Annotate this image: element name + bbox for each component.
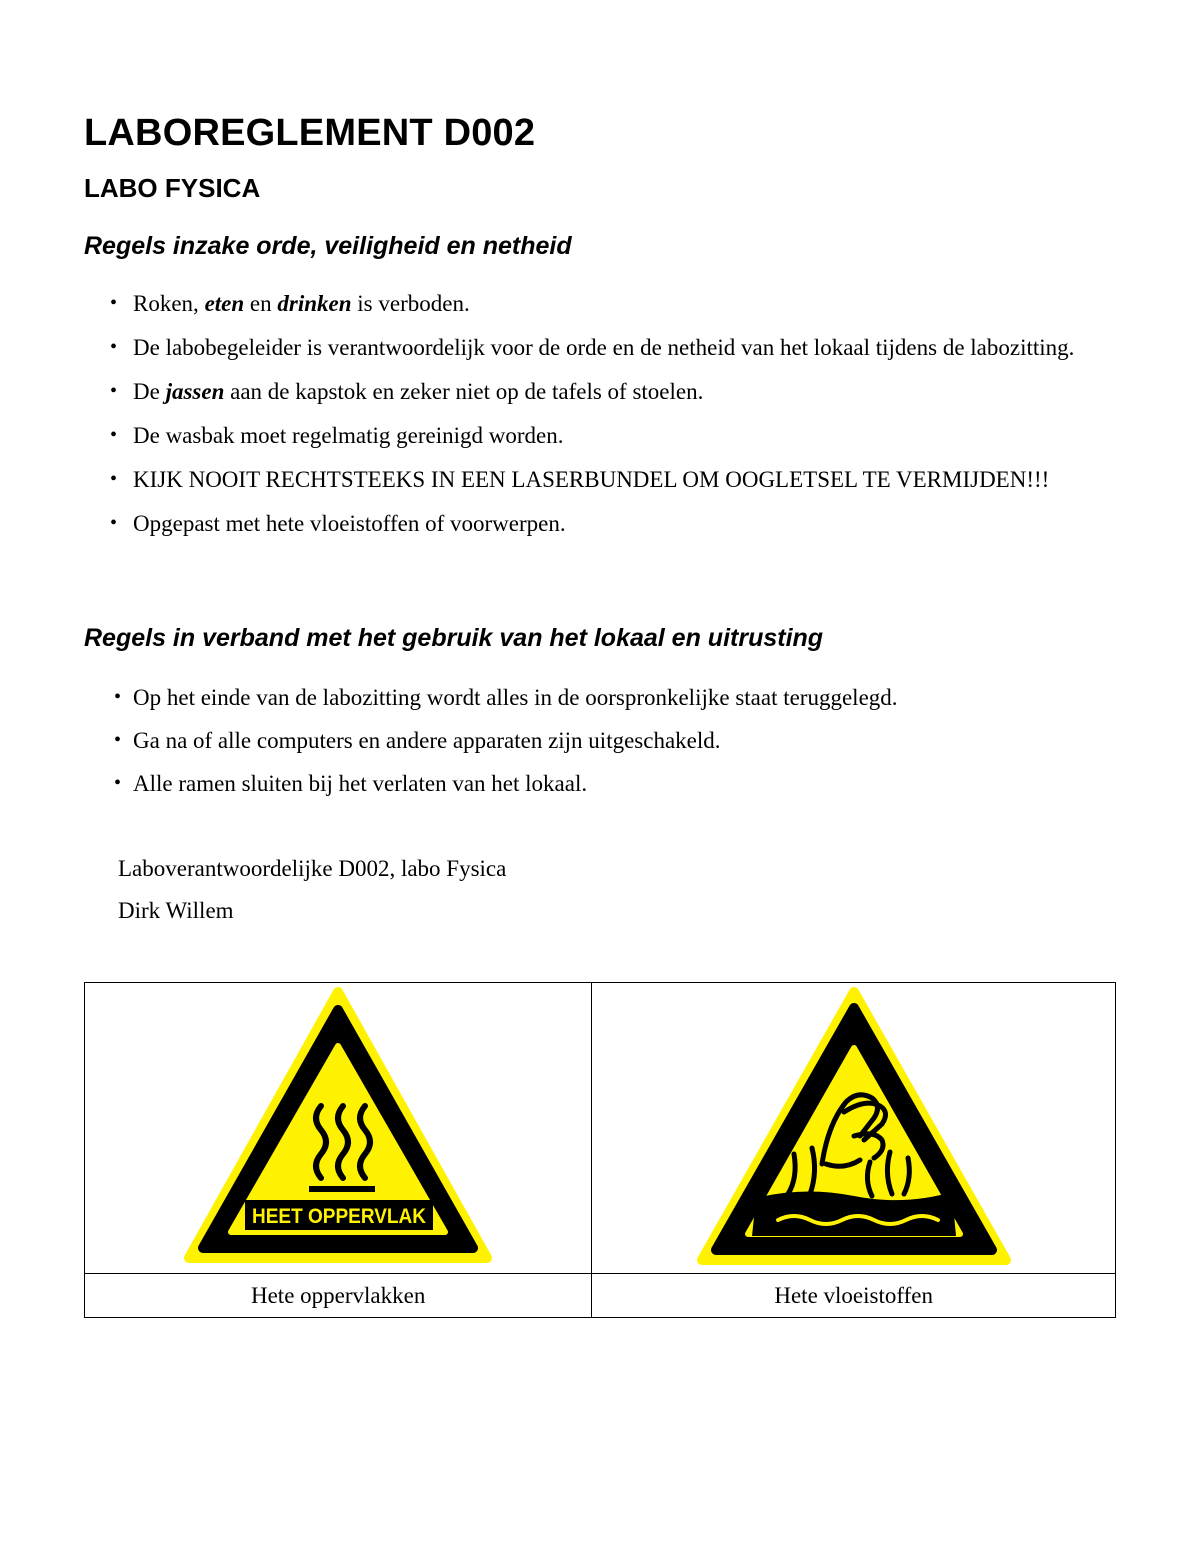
table-cell — [592, 983, 1116, 1274]
caption-hot-liquids: Hete vloeistoffen — [592, 1274, 1116, 1318]
bullet-icon: • — [114, 729, 122, 751]
table-row — [85, 983, 1116, 1274]
bullet-icon: • — [110, 512, 118, 534]
list-item: • De jassen aan de kapstok en zeker niet op de tafels of stoelen. — [106, 376, 1116, 407]
hot-liquid-warning-icon — [694, 986, 1014, 1271]
rules-list-room-equipment — [112, 682, 1122, 811]
warning-signs-table — [84, 982, 1116, 1318]
list-item: • De labobegeleider is verantwoordelijk voor de orde en de netheid van het lokaal tijdens de labozitting. — [106, 332, 1116, 363]
caption-hot-surfaces: Hete oppervlakken — [85, 1274, 592, 1318]
bullet-icon: • — [110, 380, 118, 402]
bullet-icon: • — [110, 468, 118, 490]
rules-list-order-safety — [106, 288, 1116, 552]
list-item: • KIJK NOOIT RECHTSTEEKS IN EEN LASERBUNDEL OM OOGLETSEL TE VERMIJDEN!!! — [106, 464, 1116, 495]
bullet-icon: • — [110, 336, 118, 358]
signature-role: Laboverantwoordelijke D002, labo Fysica — [118, 856, 507, 881]
hot-surface-warning-icon — [183, 986, 493, 1271]
list-item: • Roken, eten en drinken is verboden. — [106, 288, 1116, 319]
bullet-icon: • — [114, 772, 122, 794]
list-item: • Ga na of alle computers en andere apparaten zijn uitgeschakeld. — [112, 725, 1122, 756]
list-item: • De wasbak moet regelmatig gereinigd worden. — [106, 420, 1116, 451]
section-heading-room-equipment: Regels in verband met het gebruik van het lokaal en uitrusting — [84, 624, 824, 652]
section-heading-order-safety: Regels inzake orde, veiligheid en netheid — [84, 232, 572, 260]
list-item: • Op het einde van de labozitting wordt alles in de oorspronkelijke staat teruggelegd. — [112, 682, 1122, 713]
table-cell — [85, 983, 592, 1274]
table-row — [85, 1274, 1116, 1318]
document-subtitle: LABO FYSICA — [84, 173, 261, 203]
sign-label-text: HEET OPPERVLAK — [252, 1204, 427, 1228]
bullet-icon: • — [110, 424, 118, 446]
list-item: • Alle ramen sluiten bij het verlaten van het lokaal. — [112, 768, 1122, 799]
list-item: • Opgepast met hete vloeistoffen of voorwerpen. — [106, 508, 1116, 539]
bullet-icon: • — [110, 292, 118, 314]
bullet-icon: • — [114, 686, 122, 708]
signature-name: Dirk Willem — [118, 898, 234, 923]
document-title: LABOREGLEMENT D002 — [84, 112, 536, 154]
